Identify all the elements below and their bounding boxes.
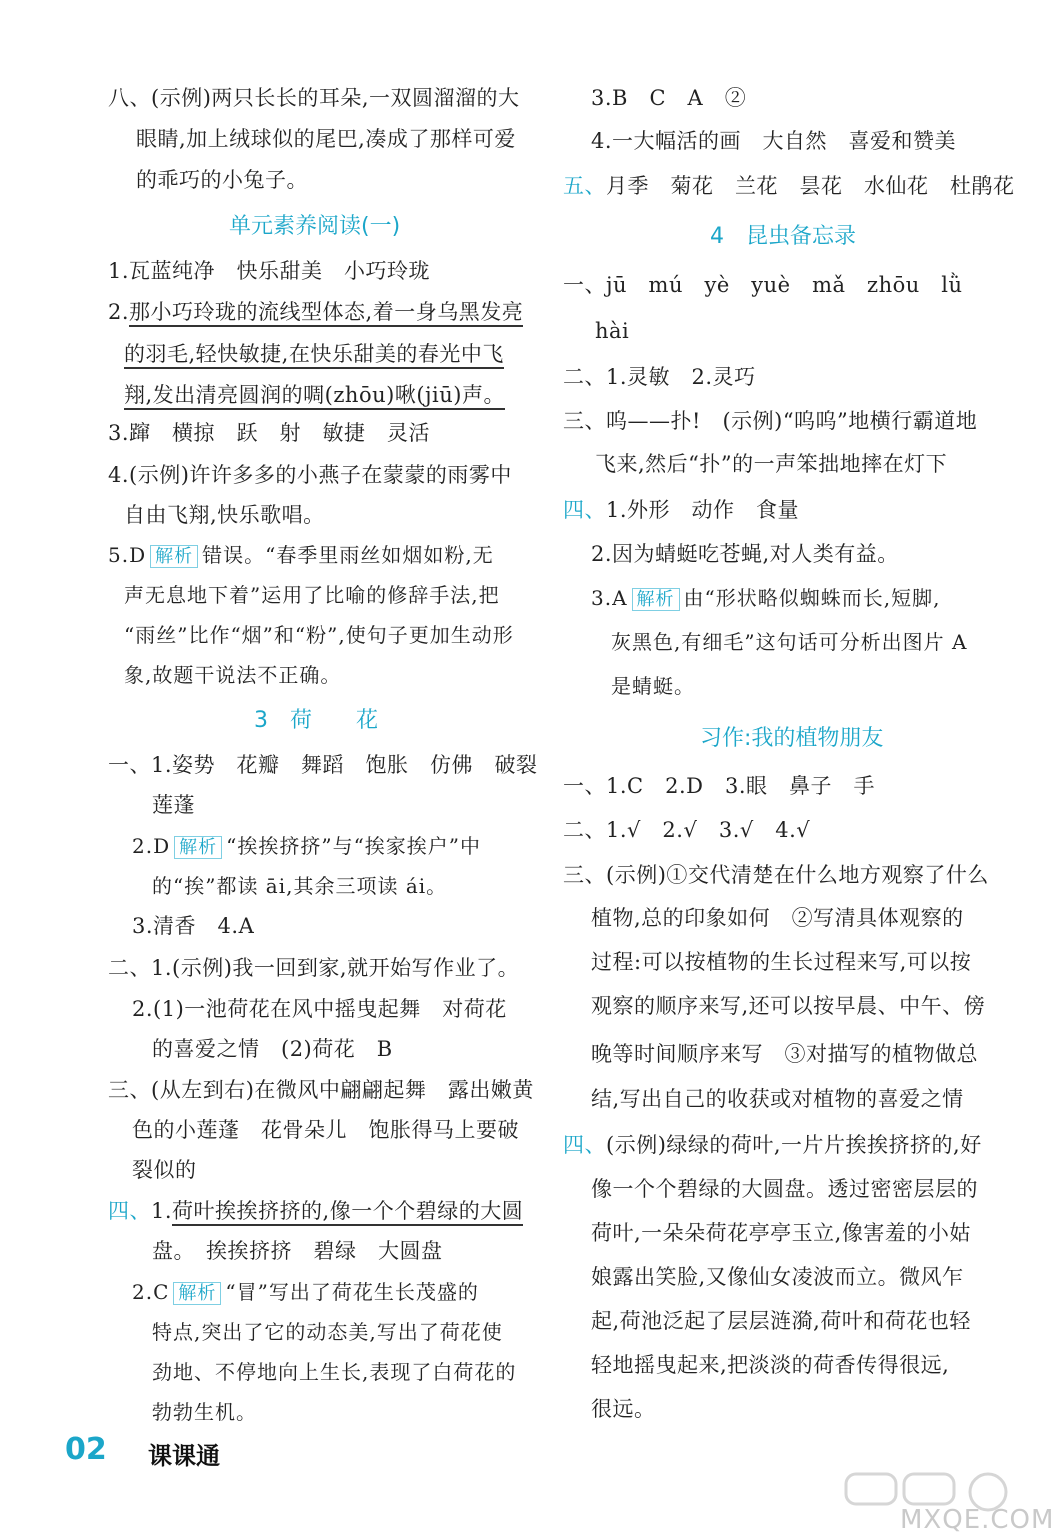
unit-answer-3: 3.蹿 横掠 跃 射 敏捷 灵活 — [108, 421, 431, 445]
unit-answer-5-line-1: 5.D 解析 错误。“春季里雨丝如烟如粉,无 — [108, 543, 494, 567]
unit-answer-5-line-3: “雨丝”比作“烟”和“粉”,使句子更加生动形 — [124, 623, 514, 647]
lesson3-q1-line-1: 一、1.姿势 花瓣 舞蹈 饱胀 仿佛 破裂 — [108, 753, 538, 777]
lesson4-q4-3-line-1: 3.A 解析 由“形状略似蜘蛛而长,短脚, — [591, 586, 941, 610]
watermark-text: MXQE.COM — [900, 1505, 1054, 1535]
page-number: 02 — [65, 1432, 107, 1467]
answer-8-line-1: 八、(示例)两只长长的耳朵,一双圆溜溜的大 — [108, 86, 520, 110]
lesson3-s4-line-1: 四、1.荷叶挨挨挤挤的,像一个个碧绿的大圆 — [108, 1196, 523, 1226]
writing-q4-line-7: 很远。 — [591, 1397, 656, 1421]
writing-q3-line-1: 三、(示例)①交代清楚在什么地方观察了什么 — [563, 863, 989, 887]
writing-q3-line-3: 过程:可以按植物的生长过程来写,可以按 — [591, 950, 972, 974]
lesson3-s4-q2-line-1: 2.C 解析 “冒”写出了荷花生长茂盛的 — [132, 1280, 479, 1304]
lesson3-q2-line-1: 2.D 解析 “挨挨挤挤”与“挨家挨户”中 — [132, 834, 482, 858]
answer-8-line-2: 眼睛,加上绒球似的尾巴,凑成了那样可爱 — [136, 127, 516, 151]
writing-q4-line-5: 起,荷池泛起了层层涟漪,荷叶和荷花也轻 — [591, 1309, 971, 1333]
lesson4-q1-line-1: 一、jū mú yè yuè mǎ zhōu lǜ — [563, 273, 963, 297]
answer-4: 4.一大幅活的画 大自然 喜爱和赞美 — [591, 129, 957, 153]
lesson4-q4-3-line-3: 是蜻蜓。 — [611, 674, 695, 698]
unit-answer-2-line-3: 翔,发出清亮圆润的啁(zhōu)啾(jiū)声。 — [124, 380, 505, 410]
writing-q2: 二、1.√ 2.√ 3.√ 4.√ — [563, 818, 811, 842]
analysis-badge: 解析 — [150, 545, 198, 568]
lesson3-q2-line-2: 的“挨”都读 āi,其余三项读 ái。 — [152, 874, 448, 898]
lesson3-q1-line-2: 莲蓬 — [152, 793, 195, 817]
writing-q4-line-1: 四、(示例)绿绿的荷叶,一片片挨挨挤挤的,好 — [563, 1133, 982, 1157]
lesson4-q4-line-1: 四、1.外形 动作 食量 — [563, 498, 800, 522]
unit-answer-4-line-1: 4.(示例)许许多多的小燕子在蒙蒙的雨雾中 — [108, 463, 512, 487]
brand-name: 课课通 — [148, 1442, 220, 1470]
writing-q4-line-3: 荷叶,一朵朵荷花亭亭玉立,像害羞的小姑 — [591, 1221, 971, 1245]
section-heading-lesson-3: 3 荷 花 — [254, 708, 378, 733]
lesson3-s3-line-3: 裂似的 — [132, 1158, 197, 1182]
writing-q3-line-6: 结,写出自己的收获或对植物的喜爱之情 — [591, 1087, 964, 1111]
unit-answer-2-line-2: 的羽毛,轻快敏捷,在快乐甜美的春光中飞 — [124, 339, 504, 369]
unit-answer-1: 1.瓦蓝纯净 快乐甜美 小巧玲珑 — [108, 259, 431, 283]
lesson4-q1-line-2: hài — [595, 319, 630, 343]
writing-q3-line-4: 观察的顺序来写,还可以按早晨、中午、傍 — [591, 994, 986, 1018]
lesson4-q4-line-2: 2.因为蜻蜓吃苍蝇,对人类有益。 — [591, 542, 899, 566]
answer-8-line-3: 的乖巧的小兔子。 — [136, 168, 308, 192]
writing-q4-line-4: 娘露出笑脸,又像仙女凌波而立。微风乍 — [591, 1265, 964, 1289]
lesson3-s4-line-2: 盘。 挨挨挤挤 碧绿 大圆盘 — [152, 1239, 443, 1263]
answer-5: 五、月季 菊花 兰花 昙花 水仙花 杜鹃花 — [563, 174, 1015, 198]
writing-q1: 一、1.C 2.D 3.眼 鼻子 手 — [563, 774, 876, 798]
writing-q3-line-2: 植物,总的印象如何 ②写清具体观察的 — [591, 906, 964, 930]
writing-q4-line-6: 轻地摇曳起来,把淡淡的荷香传得很远, — [591, 1353, 950, 1377]
lesson3-s4-q2-line-3: 劲地、不停地向上生长,表现了白荷花的 — [152, 1360, 517, 1384]
lesson3-q3: 3.清香 4.A — [132, 914, 255, 938]
unit-answer-4-line-2: 自由飞翔,快乐歌唱。 — [124, 503, 325, 527]
lesson4-q3-line-1: 三、呜——扑! (示例)“呜呜”地横行霸道地 — [563, 409, 978, 433]
unit-answer-5-line-2: 声无息地下着”运用了比喻的修辞手法,把 — [124, 583, 500, 607]
lesson3-s3-line-1: 三、(从左到右)在微风中翩翩起舞 露出嫩黄 — [108, 1078, 534, 1102]
lesson4-q3-line-2: 飞来,然后“扑”的一声笨拙地摔在灯下 — [595, 452, 948, 476]
analysis-badge: 解析 — [173, 1282, 221, 1305]
lesson3-s3-line-2: 色的小莲蓬 花骨朵儿 饱胀得马上要破 — [132, 1118, 519, 1142]
writing-q3-line-5: 晚等时间顺序来写 ③对描写的植物做总 — [591, 1042, 978, 1066]
analysis-badge: 解析 — [632, 588, 680, 611]
lesson3-s2-line-2: 2.(1)一池荷花在风中摇曳起舞 对荷花 — [132, 997, 507, 1021]
analysis-badge: 解析 — [174, 836, 222, 859]
section-heading-writing: 习作:我的植物朋友 — [700, 726, 884, 751]
lesson3-s2-line-1: 二、1.(示例)我一回到家,就开始写作业了。 — [108, 956, 520, 980]
section-heading-lesson-4: 4 昆虫备忘录 — [710, 224, 856, 249]
section-heading-unit-reading: 单元素养阅读(一) — [229, 214, 401, 239]
answer-3: 3.B C A ② — [591, 86, 747, 110]
lesson3-s2-line-3: 的喜爱之情 (2)荷花 B — [152, 1037, 393, 1061]
unit-answer-2-line-1: 2.那小巧玲珑的流线型体态,着一身乌黑发亮 — [108, 297, 523, 327]
writing-q4-line-2: 像一个个碧绿的大圆盘。透过密密层层的 — [591, 1177, 978, 1201]
lesson3-s4-q2-line-4: 勃勃生机。 — [152, 1400, 257, 1424]
lesson4-q2: 二、1.灵敏 2.灵巧 — [563, 365, 756, 389]
lesson4-q4-3-line-2: 灰黑色,有细毛”这句话可分析出图片 A — [611, 630, 968, 654]
lesson3-s4-q2-line-2: 特点,突出了它的动态美,写出了荷花使 — [152, 1320, 503, 1344]
unit-answer-5-line-4: 象,故题干说法不正确。 — [124, 663, 342, 687]
